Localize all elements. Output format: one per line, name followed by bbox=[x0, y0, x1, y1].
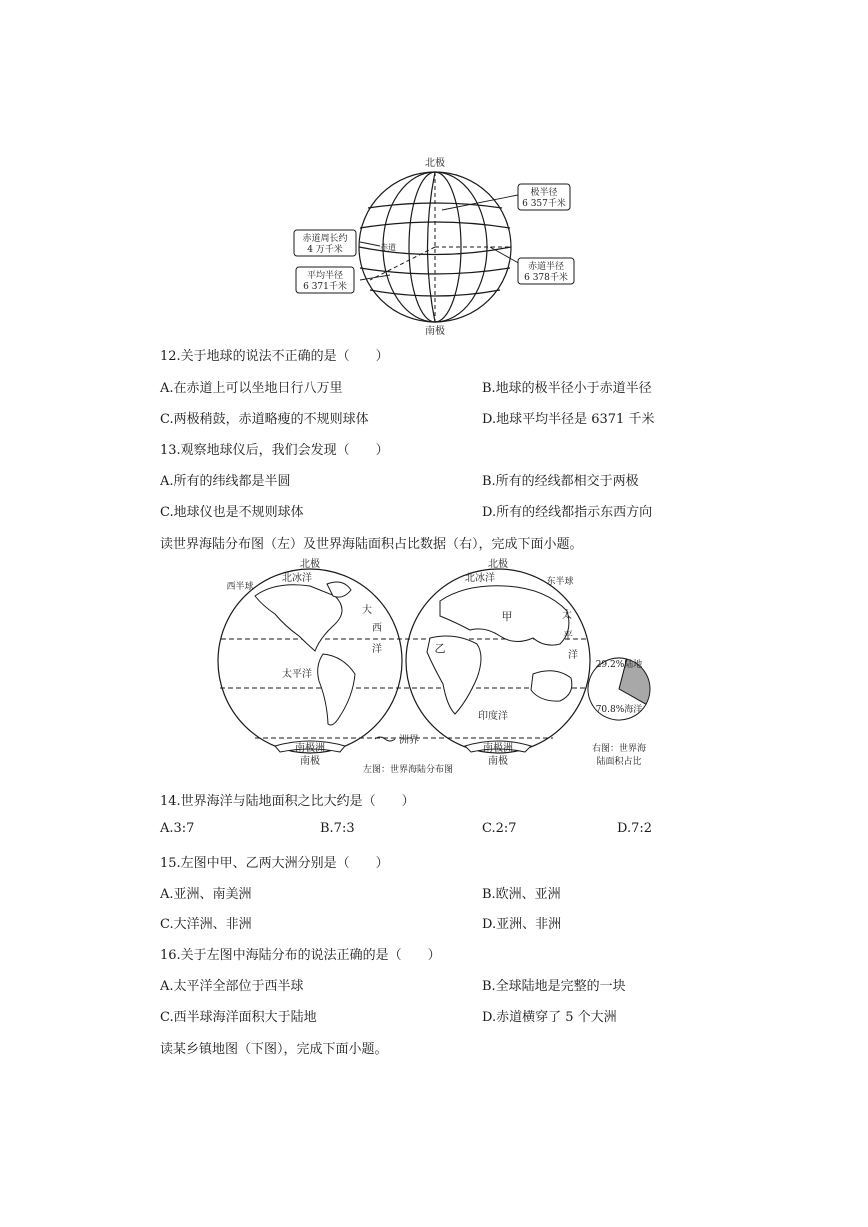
left-figure-caption: 左图：世界海陆分布图 bbox=[362, 765, 454, 775]
arctic-ocean-right: 北冰洋 bbox=[465, 573, 495, 584]
east-north-pole-label: 北极 bbox=[488, 559, 508, 570]
antarctica-right: 南极洲 bbox=[483, 743, 513, 754]
west-hemisphere-label: 西半球 bbox=[226, 582, 254, 592]
indian-ocean-label: 印度洋 bbox=[478, 711, 508, 722]
equator-circumference-label: 赤道周长约 bbox=[302, 234, 348, 244]
q15-stem: 15.左图中甲、乙两大洲分别是（ ） bbox=[160, 856, 389, 871]
q16-option-d[interactable]: D.赤道横穿了 5 个大洲 bbox=[482, 1010, 617, 1025]
q16-option-a[interactable]: A.太平洋全部位于西半球 bbox=[160, 979, 304, 994]
mean-radius-value: 6 371千米 bbox=[303, 282, 347, 292]
pacific-ocean-label: 太平洋 bbox=[282, 669, 312, 680]
antarctica-left: 南极洲 bbox=[295, 743, 325, 754]
atlantic-char-2: 西 bbox=[372, 623, 382, 634]
west-north-pole-label: 北极 bbox=[300, 559, 320, 570]
east-hemisphere-label: 东半球 bbox=[546, 577, 574, 587]
q13-option-b[interactable]: B.所有的经线都相交于两极 bbox=[482, 474, 639, 489]
globe-north-label: 北极 bbox=[425, 158, 445, 169]
equator-radius-value: 6 378千米 bbox=[524, 273, 568, 283]
q14-option-d[interactable]: D.7:2 bbox=[617, 821, 653, 836]
east-pacific-char-1: 太 bbox=[562, 610, 572, 621]
q16-option-c[interactable]: C.西半球海洋面积大于陆地 bbox=[160, 1010, 317, 1025]
continent-yi-label: 乙 bbox=[434, 642, 446, 655]
arctic-ocean-left: 北冰洋 bbox=[282, 573, 312, 584]
q16-option-b[interactable]: B.全球陆地是完整的一块 bbox=[482, 979, 626, 994]
q14-stem: 14.世界海洋与陆地面积之比大约是（ ） bbox=[160, 794, 415, 809]
q13-option-d[interactable]: D.所有的经线都指示东西方向 bbox=[482, 505, 653, 520]
polar-radius-label: 极半径 bbox=[530, 188, 558, 198]
continent-jia-label: 甲 bbox=[501, 610, 513, 623]
q14-option-a[interactable]: A.3:7 bbox=[160, 821, 195, 836]
q12-option-d[interactable]: D.地球平均半径是 6371 千米 bbox=[482, 412, 655, 427]
polar-radius-value: 6 357千米 bbox=[522, 199, 566, 209]
continent-boundary-label: 洲界 bbox=[399, 735, 419, 746]
q16-stem: 16.关于左图中海陆分布的说法正确的是（ ） bbox=[160, 948, 441, 963]
q12-option-a[interactable]: A.在赤道上可以坐地日行八万里 bbox=[160, 381, 343, 396]
earth-shape-figure bbox=[290, 150, 590, 340]
q12-option-b[interactable]: B.地球的极半径小于赤道半径 bbox=[482, 381, 652, 396]
q13-option-a[interactable]: A.所有的纬线都是半圆 bbox=[160, 474, 291, 489]
equator-radius-label: 赤道半径 bbox=[527, 262, 565, 272]
q13-stem: 13.观察地球仪后，我们会发现（ ） bbox=[160, 443, 389, 458]
intro-world-map: 读世界海陆分布图（左）及世界海陆面积占比数据（右），完成下面小题。 bbox=[160, 537, 583, 552]
q15-option-a[interactable]: A.亚洲、南美洲 bbox=[160, 887, 252, 902]
right-figure-caption-line1: 右图：世界海 bbox=[591, 744, 647, 754]
east-south-pole-label: 南极 bbox=[488, 756, 508, 767]
west-south-pole-label: 南极 bbox=[300, 756, 320, 767]
equator-circumference-value: 4 万千米 bbox=[307, 245, 343, 255]
east-pacific-char-2: 平 bbox=[563, 631, 573, 642]
q15-option-d[interactable]: D.亚洲、非洲 bbox=[482, 917, 562, 932]
mean-radius-label: 平均半径 bbox=[306, 271, 344, 281]
q12-option-c[interactable]: C.两极稍鼓，赤道略瘦的不规则球体 bbox=[160, 412, 369, 427]
q12-stem: 12.关于地球的说法不正确的是（ ） bbox=[160, 349, 389, 364]
equator-label: 赤道 bbox=[380, 243, 396, 252]
q15-option-b[interactable]: B.欧洲、亚洲 bbox=[482, 887, 561, 902]
q15-option-c[interactable]: C.大洋洲、非洲 bbox=[160, 917, 252, 932]
globe-south-label: 南极 bbox=[425, 326, 445, 337]
pie-label-land: 29.2%陆地 bbox=[595, 660, 643, 670]
pie-label-sea: 70.8%海洋 bbox=[595, 705, 643, 715]
q14-option-c[interactable]: C.2:7 bbox=[482, 821, 517, 836]
east-pacific-char-3: 洋 bbox=[568, 650, 578, 661]
world-land-sea-figure bbox=[215, 556, 665, 778]
right-figure-caption-line2: 陆面积占比 bbox=[596, 757, 642, 767]
q14-option-b[interactable]: B.7:3 bbox=[320, 821, 355, 836]
q13-option-c[interactable]: C.地球仪也是不规则球体 bbox=[160, 505, 304, 520]
atlantic-char-1: 大 bbox=[362, 605, 372, 616]
atlantic-char-3: 洋 bbox=[372, 644, 382, 655]
intro-town-map: 读某乡镇地图（下图），完成下面小题。 bbox=[160, 1042, 388, 1057]
